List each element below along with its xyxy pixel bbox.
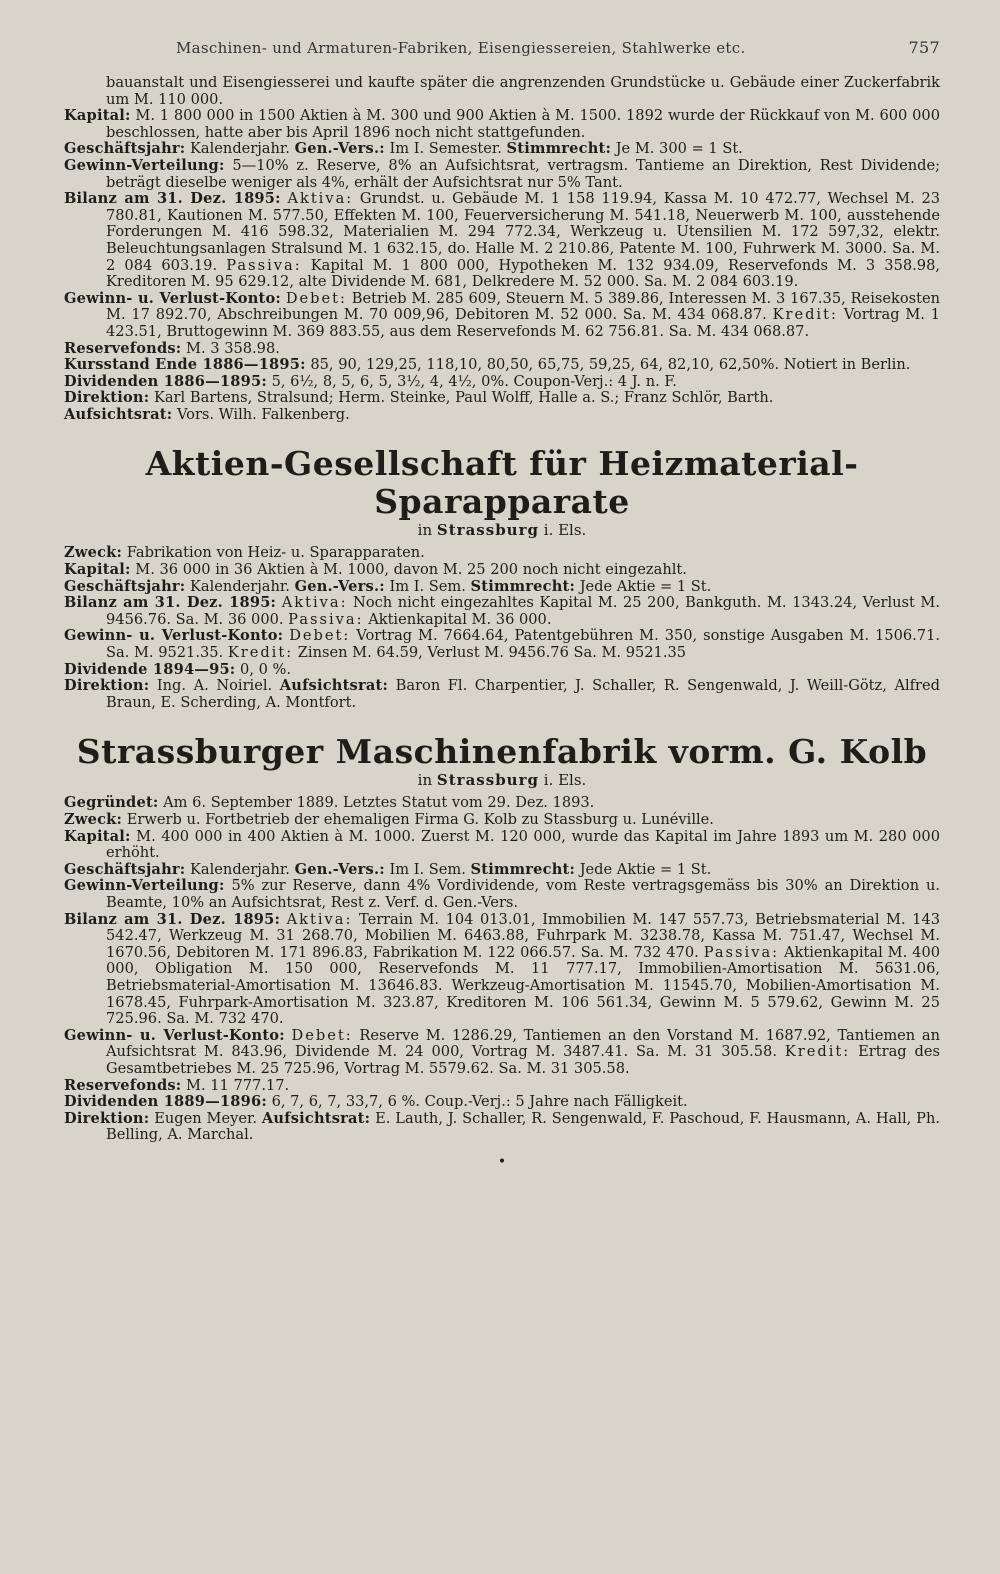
- guv-entry: Gewinn- u. Verlust-Konto: Debet: Vortrag M. 7664.64, Patentgebühren M. 350, sonstige Ausgaben M. 1506.71. Sa. M. 9521.35. Kredit: Zinsen M. 64.59, Verlust M. 9456.76 Sa. M. 9521.35: [64, 627, 941, 662]
- company-title: Aktien-Gesellschaft für Heizmaterial-Sparapparate: [145, 444, 859, 522]
- kapital-entry: Kapital: M. 1 800 000 in 1500 Aktien à M. 300 und 900 Aktien à M. 1500. 1892 wurde der Rückkauf von M. 600 000 beschlossen, hatte aber bis April 1896 noch nicht stattgefunden.: [64, 107, 940, 141]
- kapital-entry: Kapital: M. 400 000 in 400 Aktien à M. 1000. Zuerst M. 120 000, wurde das Kapital im Jahre 1893 um M. 280 000 erhöht.: [64, 827, 940, 862]
- reservefonds-entry: Reservefonds: M. 3 358.98.: [64, 339, 280, 357]
- company-entry-1: [64, 75, 940, 423]
- geschaeftsjahr-entry: Geschäftsjahr: Kalenderjahr. Gen.-Vers.: Im I. Semester. Stimmrecht: Je M. 300 = 1 St.: [64, 140, 743, 158]
- running-head: [64, 38, 940, 57]
- bilanz-entry: Bilanz am 31. Dez. 1895: Aktiva: Terrain M. 104 013.01, Immobilien M. 147 557.73, Betriebsmaterial M. 143 542.47, Werkzeug M. 31 268.70, Mobilien M. 6463.88, Fuhrpark M. 3238.78, Kassa M. 751.47, Wechsel M. 1670.56, Debitoren M. 171 896.83, Fabrikation M. 122 066.57. Sa. M. 732 470. Passiva: Aktienkapital M. 400 000, Obligation M. 150 000, Reservefonds M. 11 777.17, Immobilien-Amortisation M. 5631.06, Betriebsmaterial-Amortisation M. 13646.83. Werkzeug-Amortisation M. 11545.70, Mobilien-Amortisation M. 1678.45, Fuhrpark-Amortisation M. 323.87, Kreditoren M. 106 561.34, Gewinn M. 5 579.62, Gewinn M. 25 725.96. Sa. M. 732 470.: [64, 910, 941, 1028]
- intro-text: bauanstalt und Eisengiesserei und kaufte später die angrenzenden Grundstücke u. Gebäude einer Zuckerfabrik um M. 110 000.: [106, 74, 940, 108]
- guv-entry: Gewinn- u. Verlust-Konto: Debet: Betrieb M. 285 609, Steuern M. 5 389.86, Interessen M. 3 167.35, Reisekosten M. 17 892.70, Abschreibungen M. 70 009,96, Debitoren M. 52 000. Sa. M. 434 068.87. Kredit: Vortrag M. 1 423.51, Bruttogewinn M. 369 883.55, aus dem Reservefonds M. 62 756.81. Sa. M. 434 068.87.: [64, 289, 941, 340]
- gewinnverteilung-entry: Gewinn-Verteilung: 5—10% z. Reserve, 8% an Aufsichtsrat, vertragsm. Tantieme an Direktion, Rest Dividende; beträgt dieselbe weniger als 4%, erhält der Aufsichtsrat nur 5% Tant.: [64, 156, 941, 191]
- geschaeftsjahr-entry: Geschäftsjahr: Kalenderjahr. Gen.-Vers.: Im I. Sem. Stimmrecht: Jede Aktie = 1 St.: [64, 577, 712, 595]
- direktion-entry: Direktion: Karl Bartens, Stralsund; Herm. Steinke, Paul Wolff, Halle a. S.; Franz Schlör, Barth.: [64, 389, 774, 407]
- company-entry-2: [64, 445, 940, 711]
- zweck-entry: Zweck: Erwerb u. Fortbetrieb der ehemaligen Firma G. Kolb zu Stassburg u. Lunéville.: [64, 811, 714, 828]
- direktion-entry: Direktion: Ing. A. Noiriel. Aufsichtsrat: Baron Fl. Charpentier, J. Schaller, R. Sengenwald, J. Weill-Götz, Alfred Braun, E. Scherding, A. Montfort.: [64, 677, 941, 711]
- page-number: 757: [908, 38, 940, 57]
- bilanz-entry: Bilanz am 31. Dez. 1895: Aktiva: Grundst. u. Gebäude M. 1 158 119.94, Kassa M. 10 472.77, Wechsel M. 23 780.81, Kautionen M. 577.50, Effekten M. 100, Feuerversicherung M. 541.18, Neuerwerb M. 100, ausstehende Forderungen M. 416 598.32, Materialien M. 294 772.34, Werkzeug u. Utensilien M. 172 597,32, elektr. Beleuchtungsanlagen Stralsund M. 1 632.15, do. Halle M. 2 210.86, Patente M. 100, Fuhrwerk M. 3000. Sa. M. 2 084 603.19. Passiva: Kapital M. 1 800 000, Hypotheken M. 132 934.09, Reservefonds M. 3 358.98, Kreditoren M. 95 629.12, alte Dividende M. 681, Delkredere M. 52 000. Sa. M. 2 084 603.19.: [64, 190, 941, 291]
- gegruendet-entry: Gegründet: Am 6. September 1889. Letztes Statut vom 29. Dez. 1893.: [64, 794, 595, 812]
- footer-mark: •: [497, 1153, 507, 1170]
- company-location: in Strassburg i. Els.: [417, 521, 587, 540]
- dividenden-entry: Dividenden 1889—1896: 6, 7, 6, 7, 33,7, 6 %. Coup.-Verj.: 5 Jahre nach Fälligkeit.: [64, 1093, 688, 1111]
- bilanz-entry: Bilanz am 31. Dez. 1895: Aktiva: Noch nicht eingezahltes Kapital M. 25 200, Bankguth. M. 1343.24, Verlust M. 9456.76. Sa. M. 36 000. Passiva: Aktienkapital M. 36 000.: [64, 594, 941, 628]
- company-entry-3: [64, 733, 940, 1143]
- kapital-entry: Kapital: M. 36 000 in 36 Aktien à M. 1000, davon M. 25 200 noch nicht eingezahlt.: [64, 561, 687, 579]
- company-title: Strassburger Maschinenfabrik vorm. G. Kolb: [76, 732, 928, 772]
- direktion-entry: Direktion: Eugen Meyer. Aufsichtsrat: E. Lauth, J. Schaller, R. Sengenwald, F. Paschoud, F. Hausmann, A. Hall, Ph. Belling, A. Marchal.: [64, 1109, 941, 1144]
- reservefonds-entry: Reservefonds: M. 11 777.17.: [64, 1076, 290, 1094]
- guv-entry: Gewinn- u. Verlust-Konto: Debet: Reserve M. 1286.29, Tantiemen an den Vorstand M. 1687.92, Tantiemen an Aufsichtsrat M. 843.96, Dividende M. 24 000, Vortrag M. 3487.41. Sa. M. 31 305.58. Kredit: Ertrag des Gesamtbetriebes M. 25 725.96, Vortrag M. 5579.62. Sa. M. 31 305.58.: [64, 1026, 941, 1077]
- zweck-entry: Zweck: Fabrikation von Heiz- u. Sparapparaten.: [64, 544, 425, 562]
- dividenden-entry: Dividenden 1886—1895: 5, 6½, 8, 5, 6, 5, 3½, 4, 4½, 0%. Coupon-Verj.: 4 J. n. F.: [64, 372, 677, 390]
- gewinnverteilung-entry: Gewinn-Verteilung: 5% zur Reserve, dann 4% Vordividende, vom Reste vertragsgemäss bis 30% an Direktion u. Beamte, 10% an Aufsichtsrat, Rest z. Verf. d. Gen.-Vers.: [64, 877, 941, 911]
- company-location: in Strassburg i. Els.: [417, 771, 587, 790]
- running-head-title: Maschinen- und Armaturen-Fabriken, Eisengiessereien, Stahlwerke etc.: [176, 39, 746, 57]
- geschaeftsjahr-entry: Geschäftsjahr: Kalenderjahr. Gen.-Vers.: Im I. Sem. Stimmrecht: Jede Aktie = 1 St.: [64, 860, 712, 878]
- dividende-entry: Dividende 1894—95: 0, 0 %.: [64, 660, 292, 678]
- aufsichtsrat-entry: Aufsichtsrat: Vors. Wilh. Falkenberg.: [64, 405, 350, 423]
- kursstand-entry: Kursstand Ende 1886—1895: 85, 90, 129,25, 118,10, 80,50, 65,75, 59,25, 64, 82,10, 62,50%. Notiert in Berlin.: [64, 356, 911, 374]
